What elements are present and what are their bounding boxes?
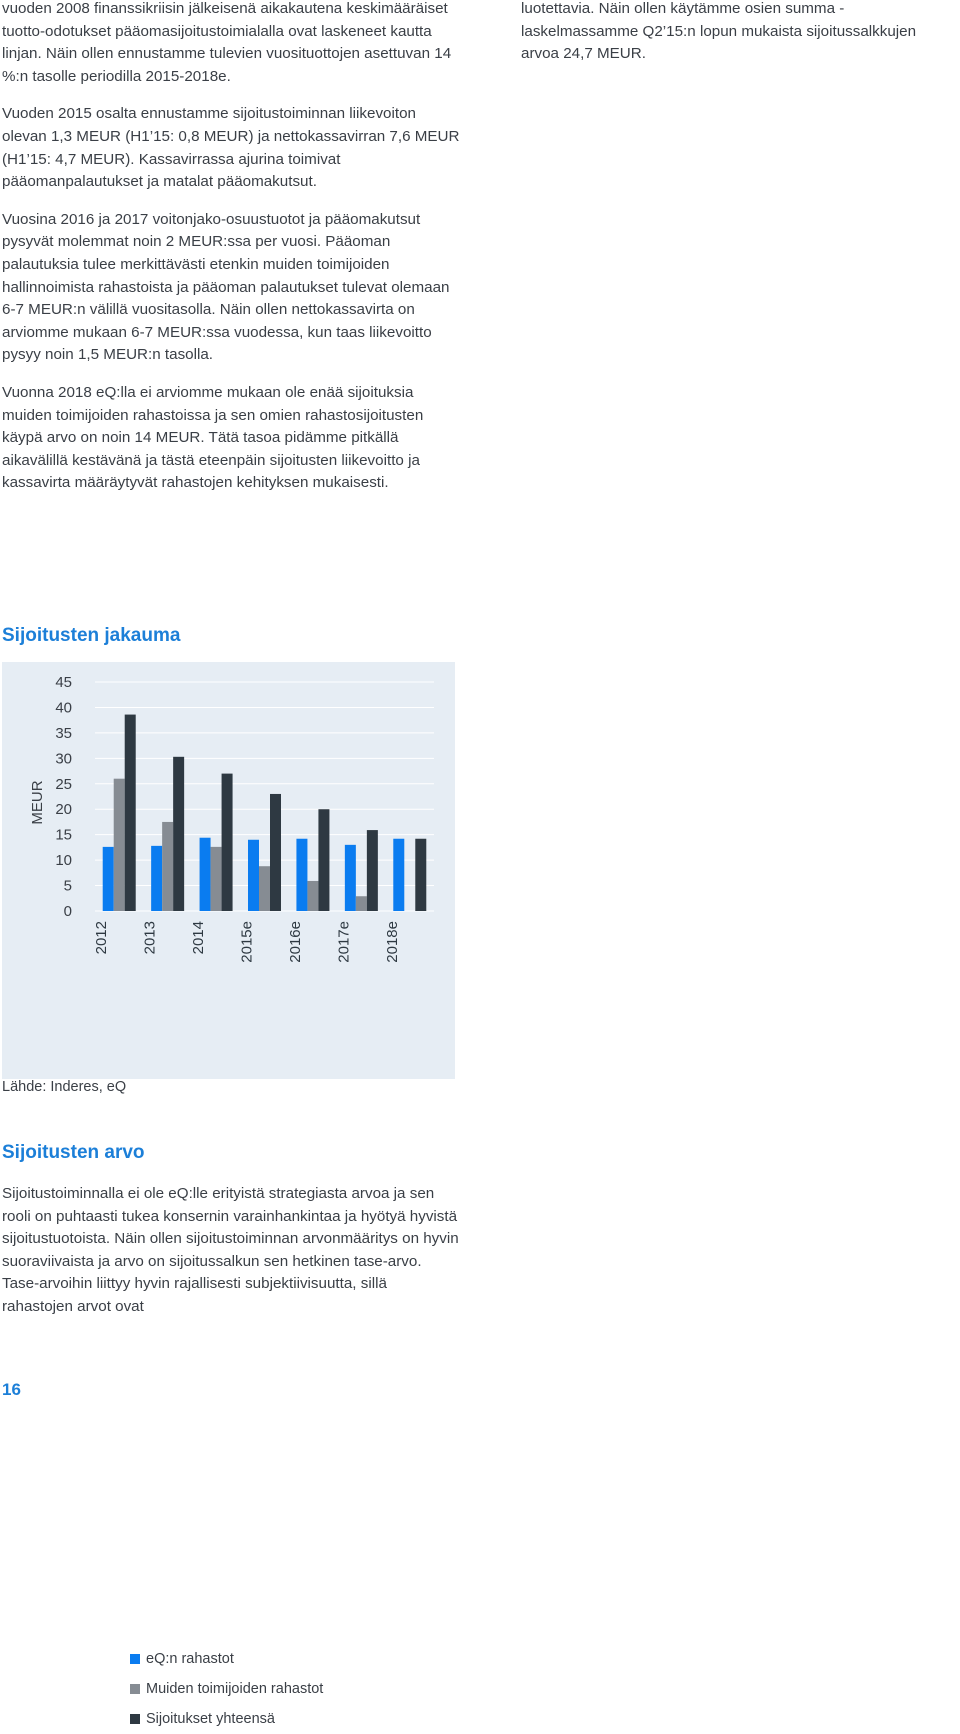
x-tick-label: 2013 xyxy=(141,921,159,955)
value-section-title: Sijoitusten arvo xyxy=(2,1142,145,1163)
y-tick-label: 40 xyxy=(55,699,72,717)
legend-swatch xyxy=(130,1684,140,1694)
y-tick-label: 10 xyxy=(55,852,72,870)
bar-eq-n-rahastot-2012 xyxy=(103,847,114,911)
right-paragraph: luotettavia. Näin ollen käytämme osien summa -laskelmassamme Q2’15:n lopun mukaista sijoitussalkkujen arvoa 24,7 MEUR. xyxy=(521,0,917,63)
legend-item xyxy=(130,1674,323,1704)
legend-item xyxy=(130,1644,323,1674)
bar-eq-n-rahastot-2017e xyxy=(345,845,356,911)
bar-sijoitukset-yhteens--2016e xyxy=(318,809,329,911)
bar-muiden-toimijoiden-rahastot-2017e xyxy=(356,896,367,911)
legend-label: Muiden toimijoiden rahastot xyxy=(146,1681,324,1697)
bar-chart xyxy=(2,662,455,1079)
bar-muiden-toimijoiden-rahastot-2016e xyxy=(307,881,318,911)
bar-eq-n-rahastot-2015e xyxy=(248,840,259,911)
chart-legend xyxy=(130,1644,323,1734)
bar-eq-n-rahastot-2016e xyxy=(296,839,307,911)
value-paragraph: Sijoitustoiminnalla ei ole eQ:lle erityistä strategiasta arvoa ja sen rooli on puhtaasti tukea konsernin varainhankintaa ja hyötyä hyvistä sijoitustuotoista. Näin ollen sijoitustoiminnan arvonmääritys on hyvin suoraviivaista ja arvo on sijoitussalkun sen hetkinen tase-arvo. Tase-arvoihin liittyy hyvin rajallisesti subjektiivisuutta, sillä rahastojen arvot ovat xyxy=(2,1185,459,1315)
bar-muiden-toimijoiden-rahastot-2013 xyxy=(162,822,173,911)
bar-sijoitukset-yhteens--2014 xyxy=(222,774,233,911)
y-tick-label: 15 xyxy=(55,826,72,844)
paragraph-1: vuoden 2008 finanssikriisin jälkeisenä aikakautena keskimääräiset tuotto-odotukset pääomasijoitustoimialalla ovat laskeneet kautta linjan. Näin ollen ennustamme tulevien vuosituottojen asettuvan 14 %:n tasolle periodilla 2015-2018e. xyxy=(2,0,452,85)
legend-swatch xyxy=(130,1654,140,1664)
bar-eq-n-rahastot-2014 xyxy=(200,838,211,911)
chart-source: Lähde: Inderes, eQ xyxy=(2,1079,127,1095)
value-column xyxy=(2,1183,462,1319)
bar-eq-n-rahastot-2018e xyxy=(393,839,404,911)
y-tick-label: 45 xyxy=(55,674,72,691)
y-tick-label: 5 xyxy=(63,877,72,895)
bar-sijoitukset-yhteens--2012 xyxy=(125,715,136,911)
y-tick-label: 25 xyxy=(55,775,72,793)
x-tick-label: 2016e xyxy=(286,921,304,963)
y-tick-label: 0 xyxy=(63,903,72,920)
left-column xyxy=(2,0,462,495)
legend-swatch xyxy=(130,1714,140,1724)
page-number: 16 xyxy=(2,1380,21,1399)
bar-sijoitukset-yhteens--2017e xyxy=(367,830,378,911)
bar-sijoitukset-yhteens--2018e xyxy=(415,839,426,911)
bar-eq-n-rahastot-2013 xyxy=(151,846,162,911)
chart-section-title: Sijoitusten jakauma xyxy=(2,625,181,646)
bar-muiden-toimijoiden-rahastot-2014 xyxy=(211,847,222,911)
x-tick-label: 2017e xyxy=(335,921,353,963)
y-axis-label: MEUR xyxy=(29,780,46,825)
bar-sijoitukset-yhteens--2013 xyxy=(173,757,184,911)
x-tick-label: 2014 xyxy=(190,921,208,955)
legend-item xyxy=(130,1704,323,1734)
y-tick-label: 35 xyxy=(55,724,72,742)
bar-muiden-toimijoiden-rahastot-2015e xyxy=(259,866,270,911)
x-tick-label: 2015e xyxy=(238,921,256,963)
right-column xyxy=(521,0,957,66)
x-tick-label: 2018e xyxy=(383,921,401,963)
paragraph-3: Vuosina 2016 ja 2017 voitonjako-osuustuotot ja pääomakutsut pysyvät molemmat noin 2 MEUR:ssa per vuosi. Pääoman palautuksia tulee merkittävästi etenkin muiden toimijoiden hallinnoimista rahastoista ja pääoman palautukset tulevat olemaan 6-7 MEUR:n välillä vuositasolla. Näin ollen nettokassavirta on arviomme mukaan 6-7 MEUR:ssa vuodessa, kun taas liikevoitto pysyy noin 1,5 MEUR:n tasolla. xyxy=(2,210,450,364)
y-tick-label: 20 xyxy=(55,801,72,819)
x-tick-label: 2012 xyxy=(93,921,111,955)
y-tick-label: 30 xyxy=(55,750,72,768)
legend-label: eQ:n rahastot xyxy=(146,1651,234,1667)
bar-sijoitukset-yhteens--2015e xyxy=(270,794,281,911)
paragraph-2: Vuoden 2015 osalta ennustamme sijoitustoiminnan liikevoiton olevan 1,3 MEUR (H1’15: 0,8 MEUR) ja nettokassavirran 7,6 MEUR (H1’15: 4,7 MEUR). Kassavirrassa ajurina toimivat pääomanpalautukset ja matalat pääomakutsut. xyxy=(2,105,460,191)
legend-label: Sijoitukset yhteensä xyxy=(146,1711,275,1727)
bar-muiden-toimijoiden-rahastot-2012 xyxy=(114,779,125,911)
paragraph-4: Vuonna 2018 eQ:lla ei arviomme mukaan ole enää sijoituksia muiden toimijoiden rahastoissa ja sen omien rahastosijoitusten käypä arvo on noin 14 MEUR. Tätä tasoa pidämme pitkällä aikavälillä kestävänä ja tästä eteenpäin sijoitusten liikevoitto ja kassavirta määräytyvät rahastojen kehityksen mukaisesti. xyxy=(2,383,424,492)
